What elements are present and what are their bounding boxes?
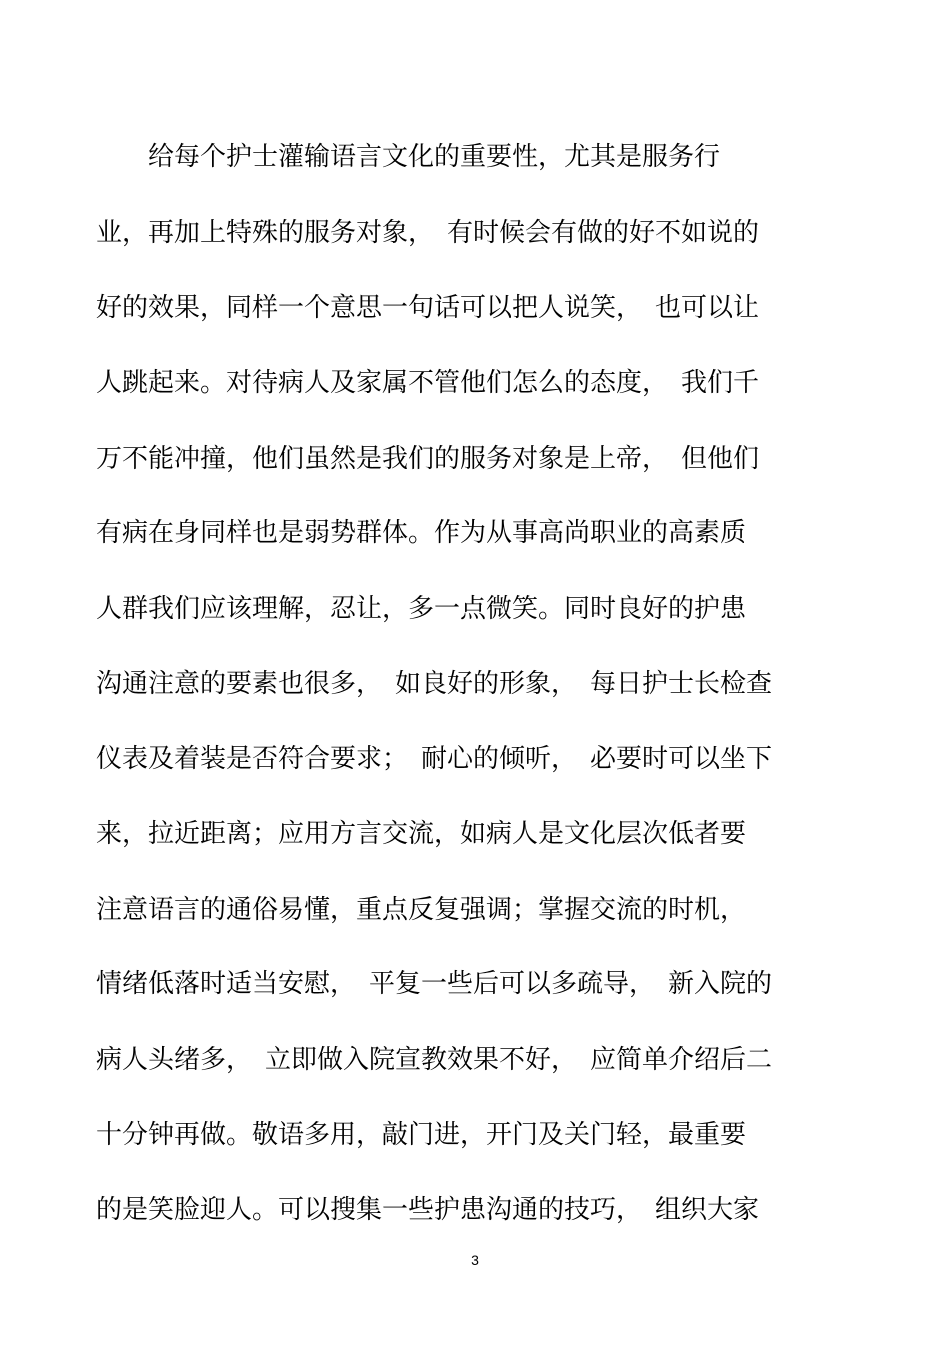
text-line-10: 来，拉近距离；应用方言交流，如病人是文化层次低者要 — [96, 819, 747, 849]
text-line-12: 情绪低落时适当安慰， 平复一些后可以多疏导， 新入院的 — [96, 969, 773, 999]
text-line-8: 沟通注意的要素也很多， 如良好的形象， 每日护士长检查 — [96, 669, 773, 699]
text-line-11: 注意语言的通俗易懂，重点反复强调；掌握交流的时机， — [96, 895, 747, 925]
text-line-13: 病人头绪多， 立即做入院宣教效果不好， 应简单介绍后二 — [96, 1045, 773, 1075]
text-line-14: 十分钟再做。敬语多用，敲门进，开门及关门轻，最重要 — [96, 1120, 747, 1150]
text-line-6: 有病在身同样也是弱势群体。作为从事高尚职业的高素质 — [96, 518, 747, 548]
text-line-2: 业，再加上特殊的服务对象， 有时候会有做的好不如说的 — [96, 218, 760, 248]
text-line-1: 给每个护士灌输语言文化的重要性，尤其是服务行 — [96, 142, 721, 172]
text-line-15: 的是笑脸迎人。可以搜集一些护患沟通的技巧， 组织大家 — [96, 1195, 760, 1225]
text-line-9: 仪表及着装是否符合要求； 耐心的倾听， 必要时可以坐下 — [96, 744, 773, 774]
text-line-4: 人跳起来。对待病人及家属不管他们怎么的态度， 我们千 — [96, 368, 760, 398]
text-line-5: 万不能冲撞，他们虽然是我们的服务对象是上帝， 但他们 — [96, 444, 760, 474]
text-line-3: 好的效果，同样一个意思一句话可以把人说笑， 也可以让 — [96, 293, 760, 323]
page-number: 3 — [471, 1252, 479, 1268]
text-line-7: 人群我们应该理解，忍让，多一点微笑。同时良好的护患 — [96, 594, 747, 624]
